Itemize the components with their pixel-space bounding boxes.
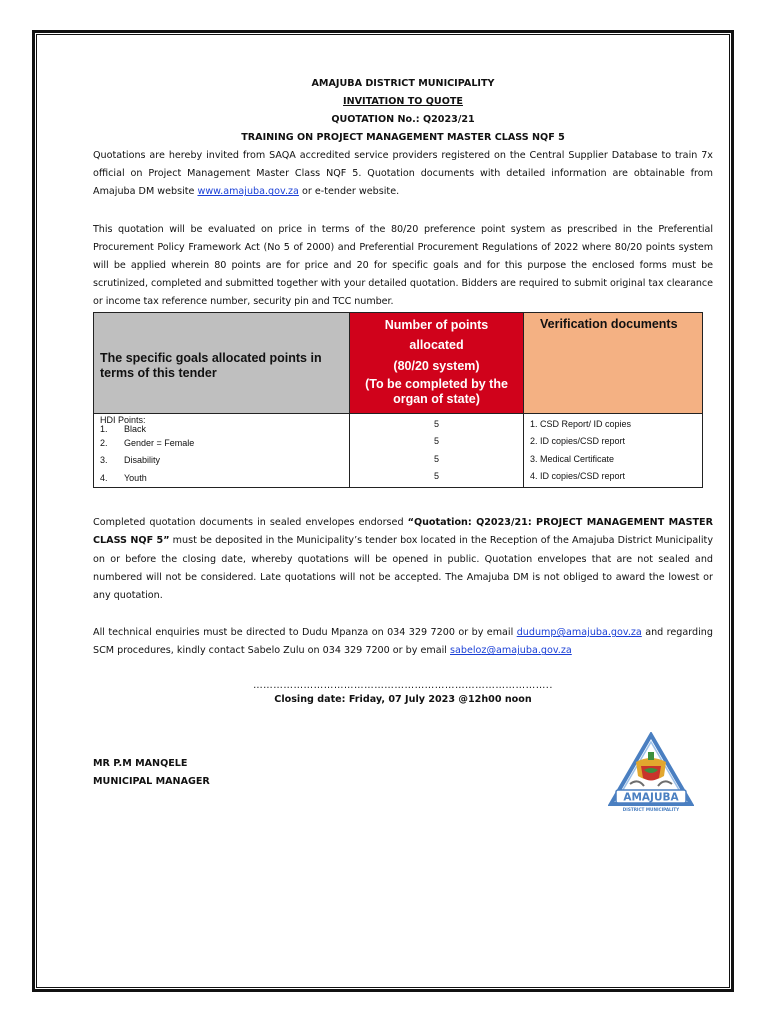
table-header-row (94, 312, 703, 413)
evaluation-paragraph: This quotation will be evaluated on price in terms of the 80/20 preference point system as prescribed in the Preferential Procurement Policy Framework Act (No 5 of 2000) and Preferential Procurement Regulations of 2022 where 80/20 points system will be applied wherein 80 points are for price and 20 for specific goals and for this purpose the enclosed forms must be scrutinized, completed and submitted together with your detailed quotation. Bidders are required to submit original tax clearance or income tax reference number, security pin and TCC number. (93, 223, 713, 308)
verification-cell: 1. CSD Report/ ID copies 2. ID copies/CSD report 3. Medical Certificate 4. ID copies/CSD report (524, 413, 703, 488)
logo-tagline: DISTRICT MUNICIPALITY (622, 807, 680, 812)
doc-type: INVITATION TO QUOTE (343, 96, 463, 107)
hdi-label: HDI Points: (100, 414, 146, 425)
intro-text-end: or e-tender website. (298, 186, 400, 198)
logo-wordmark: AMAJUBA (623, 791, 679, 804)
table-body-row (94, 413, 703, 488)
document-body (93, 75, 713, 791)
list-item: 1. Black (100, 424, 147, 435)
points-cell: 5 5 5 5 (350, 413, 524, 488)
list-item: 2. Gender = Female (100, 437, 195, 448)
endorsement-text: “Quotation: Q2023/21: PROJECT MANAGEMENT MASTER CLASS NQF 5” (93, 517, 713, 547)
list-item: 3. Disability (100, 455, 161, 466)
quotation-number: QUOTATION No.: Q2023/21 (331, 114, 475, 125)
email-link-dudu[interactable]: dudump@amajuba.gov.za (516, 627, 642, 639)
list-item: 4. Youth (100, 472, 147, 483)
website-link[interactable]: www.amajuba.gov.za (197, 186, 299, 198)
enquiries-paragraph: All technical enquiries must be directed to Dudu Mpanza on 034 329 7200 or by email dudump@amajuba.gov.za and regarding SCM procedures, kindly contact Sabelo Zulu on 034 329 7200 or by email sabeloz@amajuba.gov.za (93, 627, 713, 657)
closing-date: Closing date: Friday, 07 July 2023 @12h00 noon (274, 693, 532, 705)
submission-paragraph: Completed quotation documents in sealed envelopes endorsed “Quotation: Q2023/21: PROJECT MANAGEMENT MASTER CLASS NQF 5” must be deposited in the Municipality’s tender box located in the Reception of the Amajuba District Municipality on or before the closing date, whereby quotations will be opened in public. Quotation envelopes that are not sealed and numbered will not be considered. Late quotations will not be accepted. The Amajuba DM is not obliged to award the lowest or any quotation. (93, 517, 713, 601)
goals-cell (94, 413, 350, 488)
amajuba-logo (608, 732, 694, 818)
intro-paragraph (93, 147, 713, 202)
signatory-title: MUNICIPAL MANAGER (93, 775, 210, 787)
email-link-sabelo[interactable]: sabeloz@amajuba.gov.za (450, 645, 572, 657)
quotation-subject: TRAINING ON PROJECT MANAGEMENT MASTER CLASS NQF 5 (241, 132, 565, 143)
specific-goals-table (93, 312, 703, 489)
signatory-name: MR P.M MANQELE (93, 757, 188, 769)
intro-text: Quotations are hereby invited from SAQA accredited service providers registered on the Central Supplier Database to train 7x official on Project Management Master Class NQF 5. Quotation documents with detailed information are obtainable from Amajuba DM website (93, 150, 713, 198)
verification-header: Verification documents (524, 312, 703, 413)
org-name: AMAJUBA DISTRICT MUNICIPALITY (311, 78, 495, 89)
points-header: Number of points allocated (80/20 system) (To be completed by the organ of state) (350, 312, 524, 413)
goals-header: The specific goals allocated points in terms of this tender (94, 312, 350, 413)
signature-dots: …………………………………………………………………………….. (253, 679, 553, 691)
